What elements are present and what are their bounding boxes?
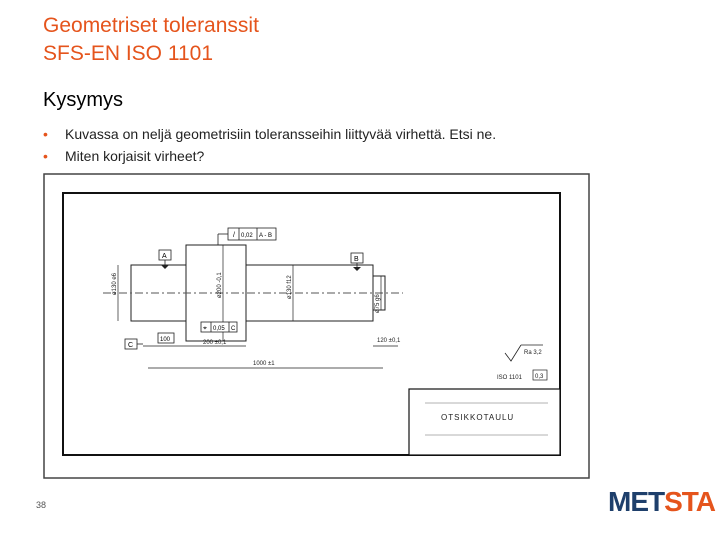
frame1-ref: A - B xyxy=(259,233,273,239)
metsta-logo xyxy=(608,486,715,518)
general-tolerance-value: 0,3 xyxy=(535,374,544,380)
dim-1000: 1000 ±1 xyxy=(253,361,275,367)
title-block xyxy=(409,389,560,455)
datum-a-label: A xyxy=(162,253,167,260)
slide-title-line2: SFS-EN ISO 1101 xyxy=(43,42,214,65)
theoretical-dim-box xyxy=(158,333,174,343)
dim-120: 120 ±0,1 xyxy=(377,338,401,344)
general-tolerance-note: ISO 1101 xyxy=(497,375,522,381)
datum-b-label: B xyxy=(354,256,359,263)
dim-dia-right1: ø130 f12 xyxy=(287,275,293,299)
bullet-text: Miten korjaisit virheet? xyxy=(65,148,205,164)
slide-title xyxy=(43,12,259,68)
tolerance-frame-position xyxy=(201,322,237,332)
bullet-icon: • xyxy=(43,148,48,164)
dim-200: 200 ±0,1 xyxy=(203,340,227,346)
frame1-value: 0,02 xyxy=(241,233,253,239)
bullet-item xyxy=(43,148,496,170)
frame1-symbol: / xyxy=(233,232,235,239)
logo-part2: STA xyxy=(664,486,716,517)
frame2-ref: C xyxy=(231,326,236,332)
frame2-value: 0,05 xyxy=(213,326,225,332)
dim-dia-left: ø130 e6 xyxy=(112,272,118,295)
bullet-list xyxy=(43,126,496,170)
box-dim-value: 100 xyxy=(160,337,171,343)
roughness-value: Ra 3,2 xyxy=(524,350,542,356)
dim-dia-right2: ø75 g6 xyxy=(375,294,381,313)
bullet-icon: • xyxy=(43,126,48,142)
title-block-label: OTSIKKOTAULU xyxy=(441,413,515,422)
page-number: 38 xyxy=(36,500,47,510)
frame2-symbol: ⌖ xyxy=(203,325,207,332)
logo-part1: MET xyxy=(608,486,665,517)
bullet-text: Kuvassa on neljä geometrisiin toleransseihin liittyvää virhettä. Etsi ne. xyxy=(65,126,497,142)
slide-heading: Kysymys xyxy=(43,89,123,111)
technical-drawing xyxy=(43,173,590,479)
slide-title-line1: Geometriset toleranssit xyxy=(43,14,259,37)
bullet-item xyxy=(43,126,496,148)
dim-dia-mid: ø200 -0,1 xyxy=(217,272,223,298)
datum-c-label: C xyxy=(128,342,134,349)
